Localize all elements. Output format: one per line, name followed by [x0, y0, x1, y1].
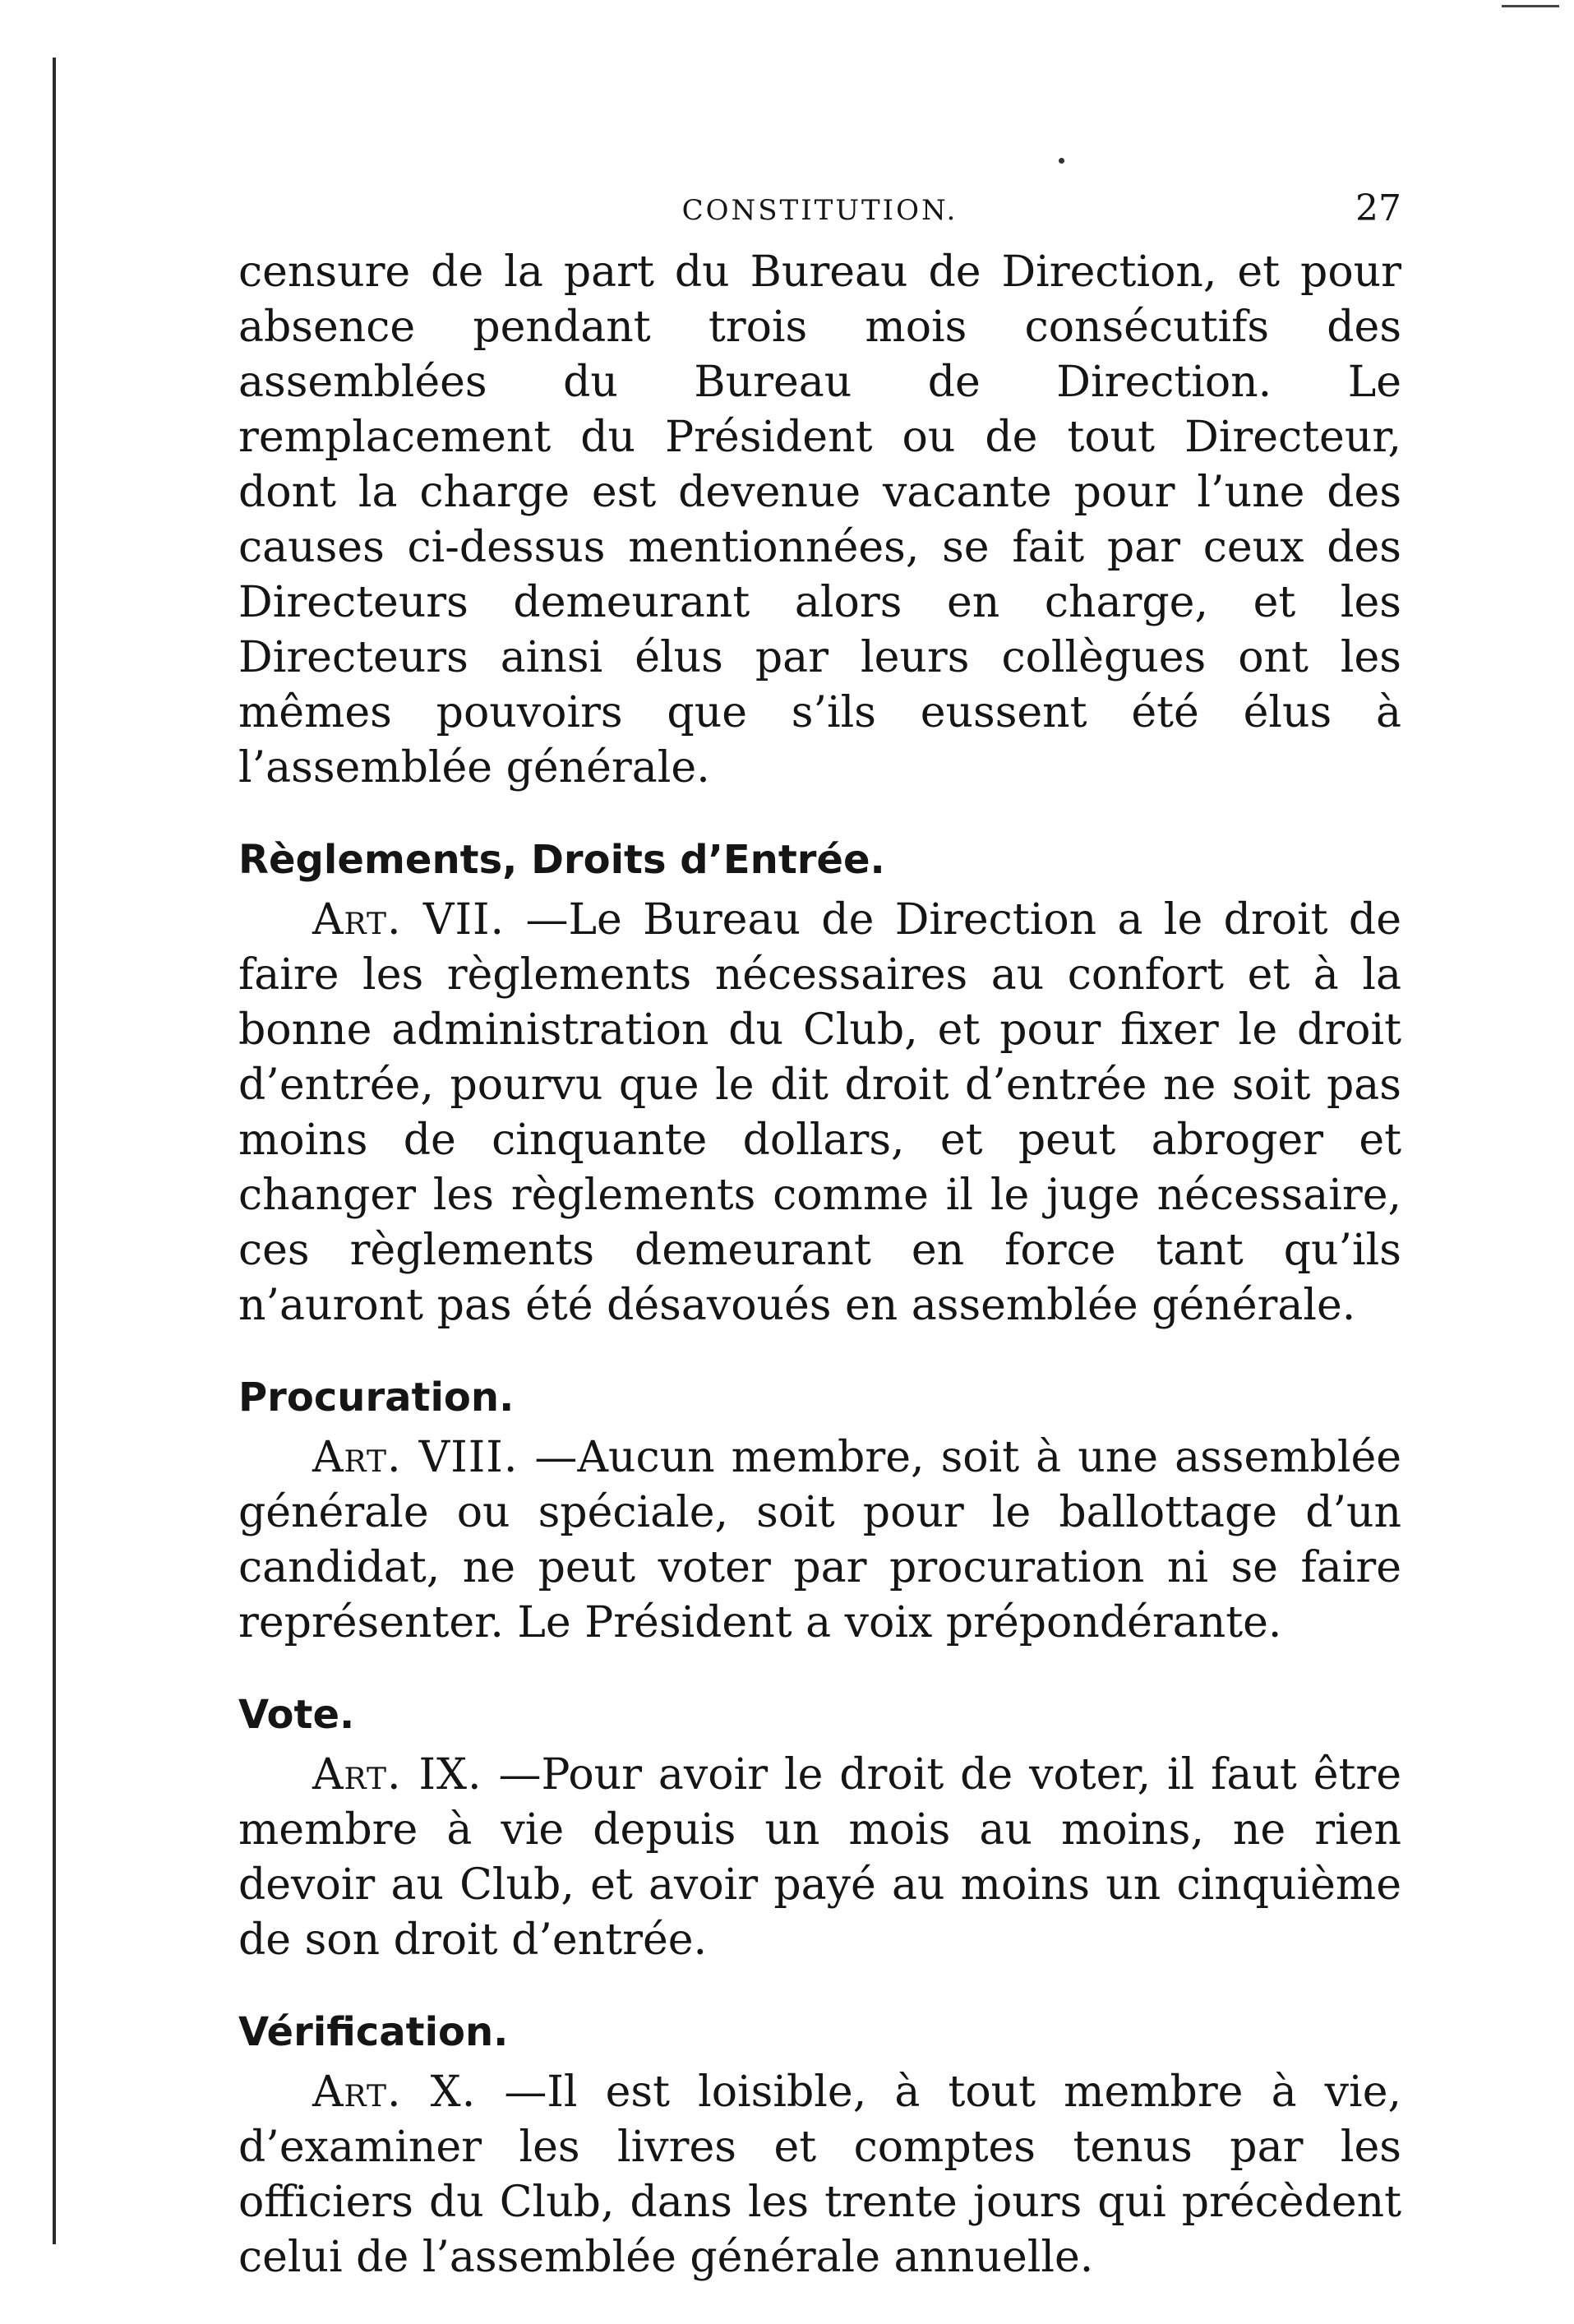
article-text: Le Bureau de Direction a le droit de faire les règlements nécessaires au confort et à la bonne administration du Club, et pour fixer le droit d’entrée, pourvu que le dit droit d’entrée ne soit pas moins de cinquante dollars, et peut abroger et changer les règlements comme il le juge nécessaire, ces règlements demeurant en force tant qu’ils n’auront pas été désavoués en assemblée générale.	[238, 895, 1401, 1330]
running-head	[238, 187, 1401, 245]
opening-paragraph: censure de la part du Bureau de Direction, et pour absence pendant trois mois consécutifs des assemblées du Bureau de Direction. Le remplacement du Président ou de tout Directeur, dont la charge est devenue vacante pour l’une des causes ci-dessus mentionnées, se fait par ceux des Directeurs demeurant alors en charge, et les Directeurs ainsi élus par leurs collègues ont les mêmes pouvoirs que s’ils eussent été élus à l’assemblée générale.	[238, 247, 1401, 792]
article-paragraph	[238, 2065, 1401, 2285]
section-heading: Vérification.	[238, 2009, 509, 2055]
article-label: Art. VII.	[312, 895, 505, 945]
article-paragraph	[238, 893, 1401, 1333]
article-paragraph	[238, 1748, 1401, 1968]
page-number: 27	[1355, 187, 1401, 229]
article-dash: —	[505, 895, 569, 945]
article-label: Art. X.	[312, 2068, 477, 2117]
section-heading: Vote.	[238, 1692, 355, 1738]
article-text: Aucun membre, soit à une assemblée générale ou spéciale, soit pour le ballottage d’un candidat, ne peut voter par procuration ni se faire représenter. Le Président a voix prépondérante.	[238, 1433, 1401, 1647]
section-vote	[238, 1690, 1401, 1968]
article-paragraph	[238, 1430, 1401, 1651]
scan-speck	[1059, 158, 1064, 164]
running-title: CONSTITUTION.	[681, 194, 958, 227]
scan-edge-mark	[1502, 5, 1559, 7]
article-dash: —	[482, 1750, 542, 1800]
article-label: Art. VIII.	[312, 1433, 519, 1482]
section-procuration	[238, 1373, 1401, 1651]
article-text: Pour avoir le droit de voter, il faut être membre à vie depuis un mois au moins, ne rien devoir au Club, et avoir payé au moins un cinquième de son droit d’entrée.	[238, 1750, 1402, 1965]
article-label: Art. IX.	[312, 1750, 482, 1800]
article-dash: —	[518, 1433, 578, 1482]
article-dash: —	[476, 2068, 547, 2117]
section-heading: Règlements, Droits d’Entrée.	[238, 837, 885, 883]
scan-margin-line	[53, 58, 56, 2244]
section-heading: Procuration.	[238, 1375, 515, 1421]
article-text: Il est loisible, à tout membre à vie, d’examiner les livres et comptes tenus par les officiers du Club, dans les trente jours qui précèdent celui de l’assemblée générale annuelle.	[238, 2068, 1401, 2282]
book-page	[238, 187, 1401, 2285]
section-reglements	[238, 835, 1401, 1333]
section-verification	[238, 2008, 1401, 2285]
